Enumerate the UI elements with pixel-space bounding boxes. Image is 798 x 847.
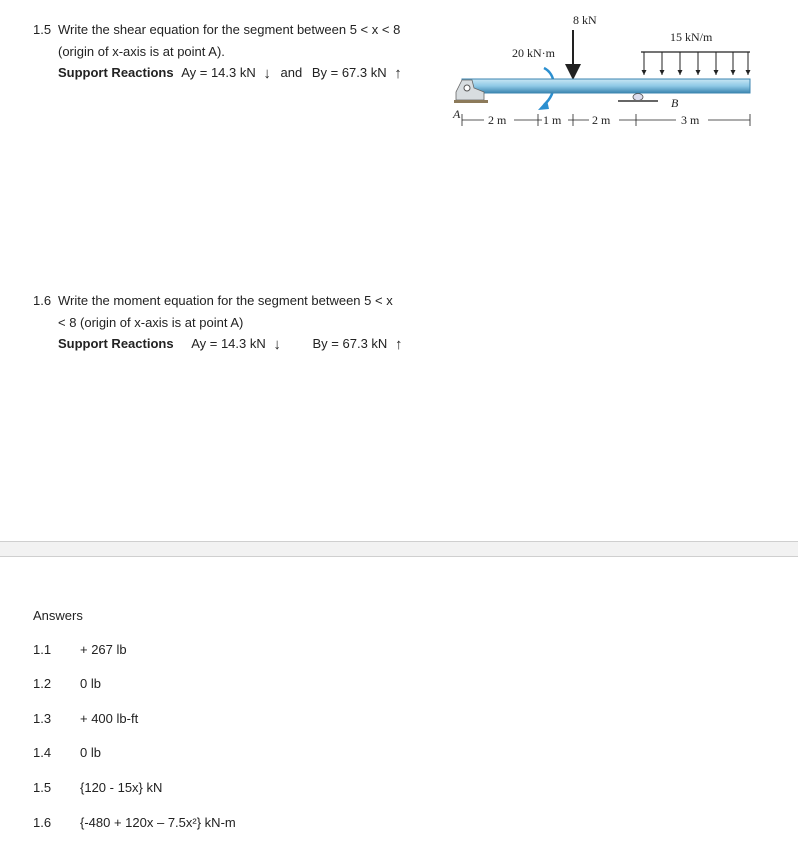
beam-diagram [448, 8, 760, 132]
answer-number: 1.5 [33, 780, 52, 795]
point-load-label: 8 kN [573, 13, 597, 27]
arrow-up-icon: ↑ [394, 336, 403, 353]
q16-text-line1: Write the moment equation for the segment between 5 < x [58, 293, 393, 308]
label-a: A [453, 107, 461, 121]
q16-reactions [58, 336, 402, 352]
beam [462, 79, 750, 93]
answer-value: {120 - 15x} kN [80, 780, 163, 795]
q16-ay: Ay = 14.3 kN [191, 336, 266, 351]
q15-reactions-label: Support Reactions [58, 65, 174, 80]
q15-by: By = 67.3 kN [311, 65, 387, 80]
arrow-up-icon: ↑ [394, 65, 402, 82]
answer-number: 1.3 [33, 711, 52, 726]
q15-ay: Ay = 14.3 kN [181, 65, 256, 80]
moment-label: 20 kN·m [512, 46, 555, 60]
section-divider [0, 541, 798, 557]
q16-number: 1.6 [33, 293, 52, 308]
answer-value: 0 lb [80, 676, 101, 691]
answers-title: Answers [33, 608, 83, 623]
dim-3m: 3 m [681, 113, 700, 127]
arrow-down-icon: ↓ [263, 65, 271, 82]
answer-value: {-480 + 120x – 7.5x²} kN-m [80, 815, 236, 830]
answer-value: + 267 lb [80, 642, 127, 657]
q15-text-line2: (origin of x-axis is at point A). [58, 44, 225, 59]
q15-and: and [280, 65, 303, 80]
q15-number: 1.5 [33, 22, 52, 37]
roller-support-b [618, 94, 658, 103]
arrow-down-icon: ↓ [273, 336, 281, 353]
q16-text-line2: < 8 (origin of x-axis is at point A) [58, 315, 244, 330]
answer-number: 1.1 [33, 642, 52, 657]
dim-1m: 1 m [543, 113, 562, 127]
label-b: B [671, 96, 679, 110]
answer-number: 1.6 [33, 815, 52, 830]
answer-number: 1.4 [33, 745, 52, 760]
answer-value: + 400 lb-ft [80, 711, 139, 726]
dim-2m-first: 2 m [488, 113, 507, 127]
distributed-load-label: 15 kN/m [670, 30, 713, 44]
dim-2m-second: 2 m [592, 113, 611, 127]
q16-by: By = 67.3 kN [312, 336, 388, 351]
distributed-load-arrows [644, 52, 748, 75]
q16-reactions-label: Support Reactions [58, 336, 174, 351]
answer-number: 1.2 [33, 676, 52, 691]
q15-text-line1: Write the shear equation for the segment between 5 < x < 8 [58, 22, 401, 37]
q15-reactions [58, 65, 402, 81]
answer-value: 0 lb [80, 745, 101, 760]
